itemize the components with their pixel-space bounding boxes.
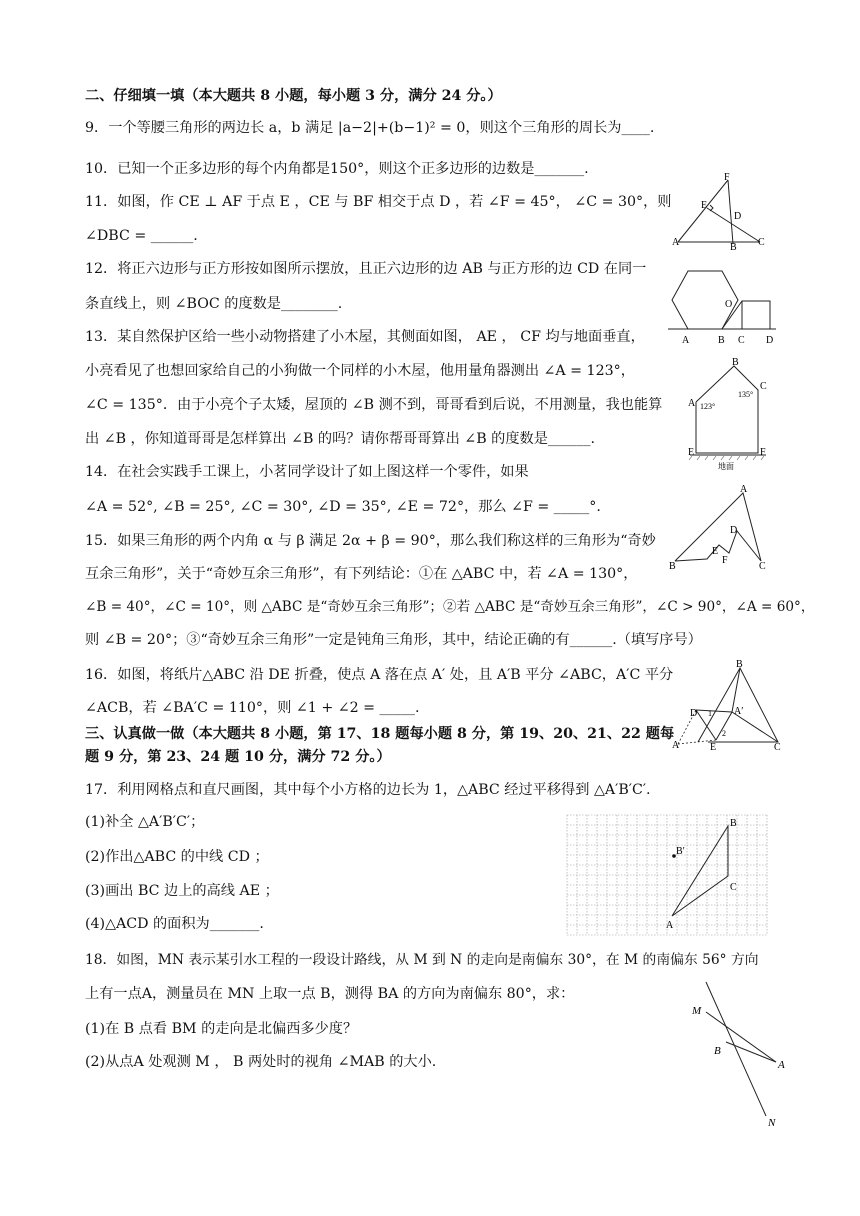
label-O: O bbox=[725, 299, 733, 310]
label-A: A bbox=[666, 920, 674, 931]
angle-A-value: 123° bbox=[700, 402, 716, 411]
label-M: M bbox=[692, 1005, 702, 1017]
question-17-part3: (3)画出 BC 边上的高线 AE ； bbox=[85, 883, 279, 899]
figure-q12 bbox=[668, 263, 780, 347]
figure-q14 bbox=[667, 483, 775, 573]
label-B: B bbox=[669, 561, 676, 572]
label-B: B bbox=[732, 357, 739, 368]
label-B: B bbox=[736, 659, 743, 670]
question-11-line2: ∠DBC = ______. bbox=[85, 228, 198, 244]
question-17-part4: (4)△ACD 的面积为_______. bbox=[85, 916, 264, 932]
question-16-line1: 16．如图，将纸片△ABC 沿 DE 折叠，使点 A 落在点 A′ 处，且 A′B 平分 ∠ABC，A′C 平分 bbox=[85, 667, 674, 683]
question-13-line1: 13．某自然保护区给一些小动物搭建了小木屋，其侧面如图， AE ， CF 均与地面垂直， bbox=[85, 329, 645, 345]
question-17-intro: 17．利用网格点和直尺画图，其中每个小方格的边长为 1，△ABC 经过平移得到 △A′B′C′. bbox=[85, 782, 651, 798]
label-B-prime: B′ bbox=[676, 846, 685, 857]
label-B: B bbox=[730, 818, 737, 829]
label-D: D bbox=[734, 211, 742, 222]
section3-heading-line2: 题 9 分，第 23、24 题 10 分，满分 72 分。） bbox=[85, 749, 391, 765]
label-B: B bbox=[730, 242, 737, 252]
question-15-line2: 互余三角形”，关于“奇妙互余三角形”，有下列结论：①在 △ABC 中，若 ∠A = 130°， bbox=[85, 566, 638, 582]
section3-heading-line1: 三、认真做一做（本大题共 8 小题，第 17、18 题每小题 8 分，第 19、20、21、22 题每 bbox=[85, 726, 675, 742]
ground-label: 地面 bbox=[718, 462, 734, 471]
angle-2: 2 bbox=[722, 729, 726, 738]
label-A-prime: A′ bbox=[734, 706, 744, 717]
angle-C-value: 135° bbox=[738, 390, 754, 399]
figure-q17-grid bbox=[566, 814, 770, 936]
question-13-line2: 小亮看见了也想回家给自己的小狗做一个同样的小木屋，他用量角器测出 ∠A = 123°， bbox=[85, 363, 635, 379]
figure-q16 bbox=[670, 658, 786, 752]
label-C: C bbox=[759, 561, 766, 572]
label-C: C bbox=[730, 882, 737, 893]
label-E: E bbox=[710, 742, 717, 752]
label-D: D bbox=[730, 525, 738, 536]
figure-q11 bbox=[670, 172, 770, 252]
question-18-line1: 18．如图，MN 表示某引水工程的一段设计路线，从 M 到 N 的走向是南偏东 30°，在 M 的南偏东 56° 方向 bbox=[85, 952, 759, 968]
label-A: A bbox=[682, 335, 690, 346]
label-E: E bbox=[688, 447, 695, 458]
section2-heading: 二、仔细填一填（本大题共 8 小题，每小题 3 分，满分 24 分。） bbox=[85, 88, 502, 104]
label-B: B bbox=[718, 335, 725, 346]
question-10: 10．已知一个正多边形的每个内角都是150°，则这个正多边形的边数是_______. bbox=[85, 161, 589, 177]
label-A: A bbox=[688, 398, 696, 409]
label-F: F bbox=[722, 555, 728, 566]
question-13-line3: ∠C = 135°．由于小亮个子太矮，屋顶的 ∠B 测不到，哥哥看到后说，不用测量，我也能算 bbox=[85, 397, 663, 413]
question-12-line2: 条直线上，则 ∠BOC 的度数是________. bbox=[85, 296, 343, 312]
angle-1: 1 bbox=[708, 709, 712, 718]
label-F: F bbox=[724, 172, 730, 183]
label-F: F bbox=[760, 447, 766, 458]
label-C: C bbox=[758, 237, 765, 248]
figure-q18 bbox=[686, 978, 790, 1130]
question-15-line1: 15．如果三角形的两个内角 α 与 β 满足 2α + β = 90°，那么我们称这样的三角形为“奇妙 bbox=[85, 533, 656, 549]
label-C: C bbox=[760, 381, 767, 392]
question-17-part2: (2)作出△ABC 的中线 CD ； bbox=[85, 849, 269, 865]
question-11-line1: 11．如图，作 CE ⊥ AF 于点 E ，CE 与 BF 相交于点 D ，若 ∠F = 45°， ∠C = 30°，则 bbox=[85, 194, 672, 210]
question-14-line1: 14．在社会实践手工课上，小茗同学设计了如上图这样一个零件，如果 bbox=[85, 464, 529, 480]
label-N: N bbox=[768, 1117, 776, 1129]
label-B: B bbox=[714, 1045, 721, 1057]
label-A: A bbox=[672, 237, 680, 248]
label-D: D bbox=[690, 708, 698, 719]
question-9: 9．一个等腰三角形的两边长 a，b 满足 |a−2|+(b−1)² = 0，则这个三角形的周长为____. bbox=[85, 120, 655, 136]
question-18-line2: 上有一点A，测量员在 MN 上取一点 B，测得 BA 的方向为南偏东 80°，求： bbox=[85, 986, 575, 1002]
label-A: A bbox=[778, 1059, 785, 1071]
question-17-part1: (1)补全 △A′B′C′； bbox=[85, 814, 205, 830]
question-15-line3: ∠B = 40°，∠C = 10°，则 △ABC 是“奇妙互余三角形”；②若 △ABC 是“奇妙互余三角形”，∠C > 90°，∠A = 60°， bbox=[85, 599, 815, 615]
figure-q13 bbox=[686, 356, 774, 474]
label-A: A bbox=[740, 484, 748, 495]
question-13-line4: 出 ∠B ，你知道哥哥是怎样算出 ∠B 的吗？请你帮哥哥算出 ∠B 的度数是______. bbox=[85, 431, 595, 447]
question-16-line2: ∠ACB，若 ∠BA′C = 110°，则 ∠1 + ∠2 = _____. bbox=[85, 700, 420, 716]
label-D: D bbox=[766, 335, 774, 346]
label-A: A bbox=[672, 740, 680, 751]
question-18-part2: (2)从点A 处观测 M ， B 两处时的视角 ∠MAB 的大小. bbox=[85, 1054, 437, 1070]
question-12-line1: 12．将正六边形与正方形按如图所示摆放，且正六边形的边 AB 与正方形的边 CD 在同一 bbox=[85, 261, 647, 277]
question-14-line2: ∠A = 52°, ∠B = 25°, ∠C = 30°, ∠D = 35°, ∠E = 72°，那么 ∠F = _____°. bbox=[85, 499, 601, 515]
question-18-part1: (1)在 B 点看 BM 的走向是北偏西多少度？ bbox=[85, 1021, 358, 1037]
label-C: C bbox=[774, 742, 781, 752]
label-E: E bbox=[712, 546, 719, 557]
question-15-line4: 则 ∠B = 20°；③“奇妙互余三角形”一定是钝角三角形，其中，结论正确的有______.（填写序号） bbox=[85, 632, 702, 648]
label-E: E bbox=[701, 200, 708, 211]
label-C: C bbox=[738, 335, 745, 346]
